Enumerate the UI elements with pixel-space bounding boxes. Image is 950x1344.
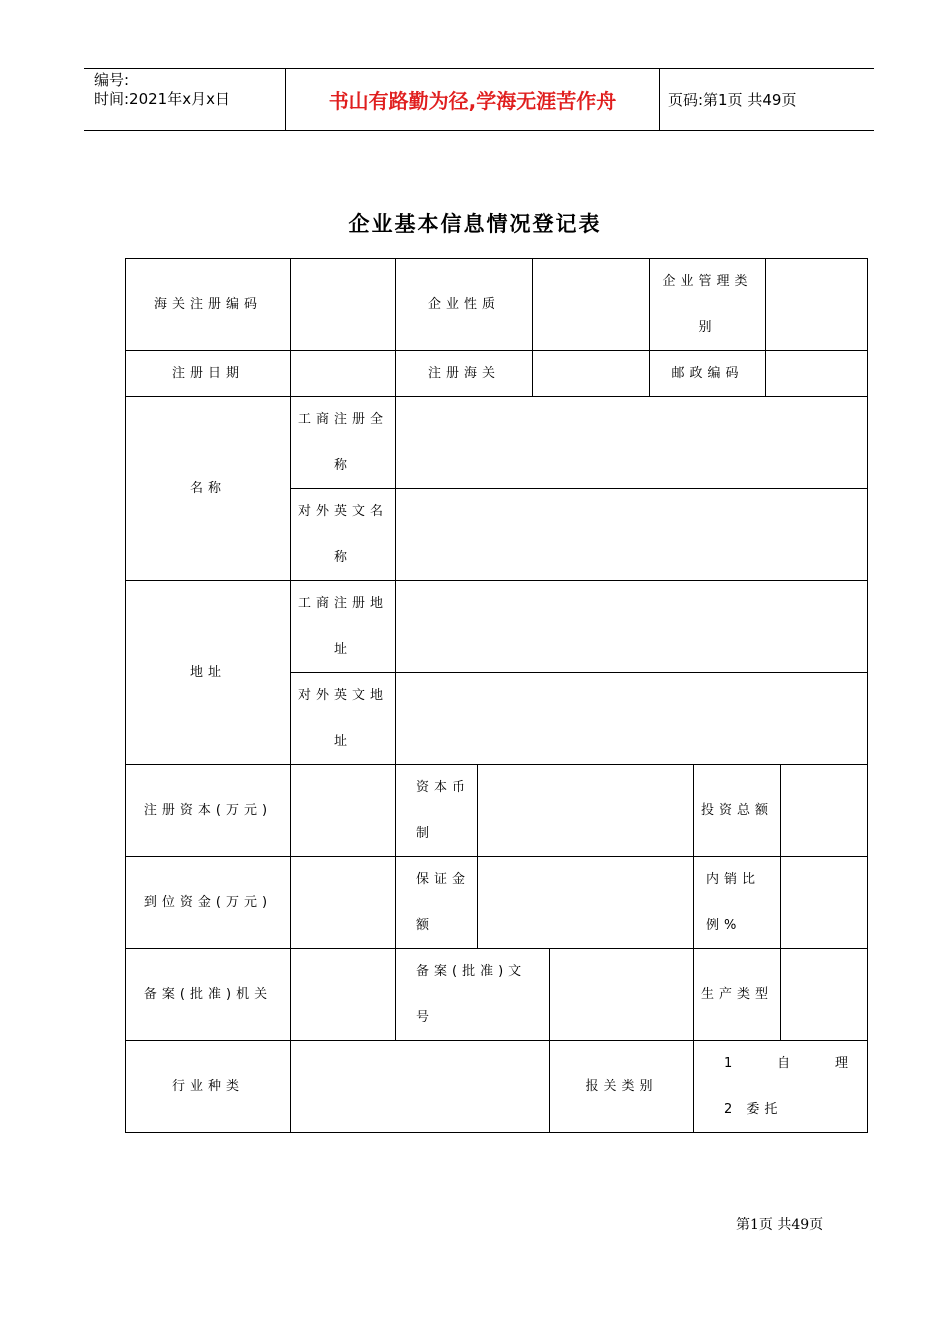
label-customs-reg-code [125, 258, 291, 351]
label-text: 邮政编码 [671, 365, 744, 381]
label-address [125, 580, 291, 765]
industry-type-field[interactable] [290, 1040, 550, 1133]
label-total-investment [693, 764, 781, 857]
label-text: 工商注册地址 [297, 595, 388, 657]
label-text: 企业管理类别 [662, 273, 753, 335]
doc-number-label: 编号: [94, 71, 130, 89]
label-reg-customs [395, 350, 533, 397]
label-external-en-name [290, 488, 396, 581]
declaration-type-options[interactable] [693, 1040, 868, 1133]
label-text: 行业种类 [171, 1078, 244, 1094]
label-text: 对外英文地址 [297, 687, 388, 749]
production-type-field[interactable] [780, 948, 868, 1041]
label-domestic-sales-ratio [693, 856, 781, 949]
label-paid-in-capital [125, 856, 291, 949]
declaration-options [720, 1041, 857, 1133]
label-text: 资本币制 [416, 779, 471, 841]
customs-reg-code-field[interactable] [290, 258, 396, 351]
label-text: 对外英文名称 [297, 503, 388, 565]
label-registered-capital [125, 764, 291, 857]
capital-currency-field[interactable] [477, 764, 694, 857]
label-text: 备案(批准)文号 [416, 963, 527, 1025]
header-divider [659, 69, 660, 130]
label-text: 备案(批准)机关 [143, 986, 273, 1002]
enterprise-nature-field[interactable] [532, 258, 650, 351]
label-filing-authority [125, 948, 291, 1041]
label-deposit-amount [395, 856, 478, 949]
label-declaration-type [549, 1040, 694, 1133]
header-page-info: 页码:第1页 共49页 [668, 91, 797, 109]
option-text: 理 [834, 1055, 853, 1071]
form-title: 企业基本信息情况登记表 [348, 211, 602, 236]
filing-doc-no-field[interactable] [549, 948, 694, 1041]
domestic-sales-ratio-field[interactable] [780, 856, 868, 949]
label-text: 地址 [189, 664, 226, 680]
filing-authority-field[interactable] [290, 948, 396, 1041]
label-text: 报关类别 [585, 1078, 658, 1094]
paid-in-capital-field[interactable] [290, 856, 396, 949]
external-en-address-field[interactable] [395, 672, 868, 765]
page-header [84, 68, 874, 131]
label-text: 名称 [189, 480, 226, 496]
label-postal-code [649, 350, 766, 397]
label-text: 海关注册编码 [153, 296, 262, 312]
registration-form [126, 259, 868, 1137]
label-text: 投资总额 [700, 802, 773, 818]
label-capital-currency [395, 764, 478, 857]
label-ic-reg-fullname [290, 396, 396, 489]
page-footer: 第1页 共49页 [736, 1217, 824, 1233]
label-ic-reg-address [290, 580, 396, 673]
label-industry-type [125, 1040, 291, 1133]
reg-customs-field[interactable] [532, 350, 650, 397]
header-motto: 书山有路勤为径,学海无涯苦作舟 [328, 89, 617, 113]
label-external-en-address [290, 672, 396, 765]
deposit-amount-field[interactable] [477, 856, 694, 949]
label-production-type [693, 948, 781, 1041]
reg-date-field[interactable] [290, 350, 396, 397]
label-enterprise-nature [395, 258, 533, 351]
ic-reg-fullname-field[interactable] [395, 396, 868, 489]
total-investment-field[interactable] [780, 764, 868, 857]
label-text: 内销比例% [706, 871, 761, 933]
label-text: 注册日期 [171, 365, 244, 381]
declaration-option-self[interactable] [724, 1041, 853, 1087]
label-filing-doc-no [395, 948, 550, 1041]
postal-code-field[interactable] [765, 350, 868, 397]
label-text: 注册海关 [427, 365, 500, 381]
header-meta [94, 71, 284, 109]
label-text: 注册资本(万元) [143, 802, 273, 818]
registered-capital-field[interactable] [290, 764, 396, 857]
label-text: 生产类型 [700, 986, 773, 1002]
external-en-name-field[interactable] [395, 488, 868, 581]
option-number: 1 [724, 1055, 738, 1071]
doc-time-label: 时间:2021年x月x日 [94, 90, 230, 108]
enterprise-mgmt-category-field[interactable] [765, 258, 868, 351]
ic-reg-address-field[interactable] [395, 580, 868, 673]
option-text: 自 [777, 1055, 796, 1071]
label-reg-date [125, 350, 291, 397]
declaration-option-entrusted[interactable]: 2 委托 [724, 1101, 783, 1117]
label-text: 工商注册全称 [297, 411, 388, 473]
label-name [125, 396, 291, 581]
label-text: 到位资金(万元) [143, 894, 273, 910]
label-enterprise-mgmt-category [649, 258, 766, 351]
label-text: 企业性质 [427, 296, 500, 312]
label-text: 保证金额 [416, 871, 471, 933]
